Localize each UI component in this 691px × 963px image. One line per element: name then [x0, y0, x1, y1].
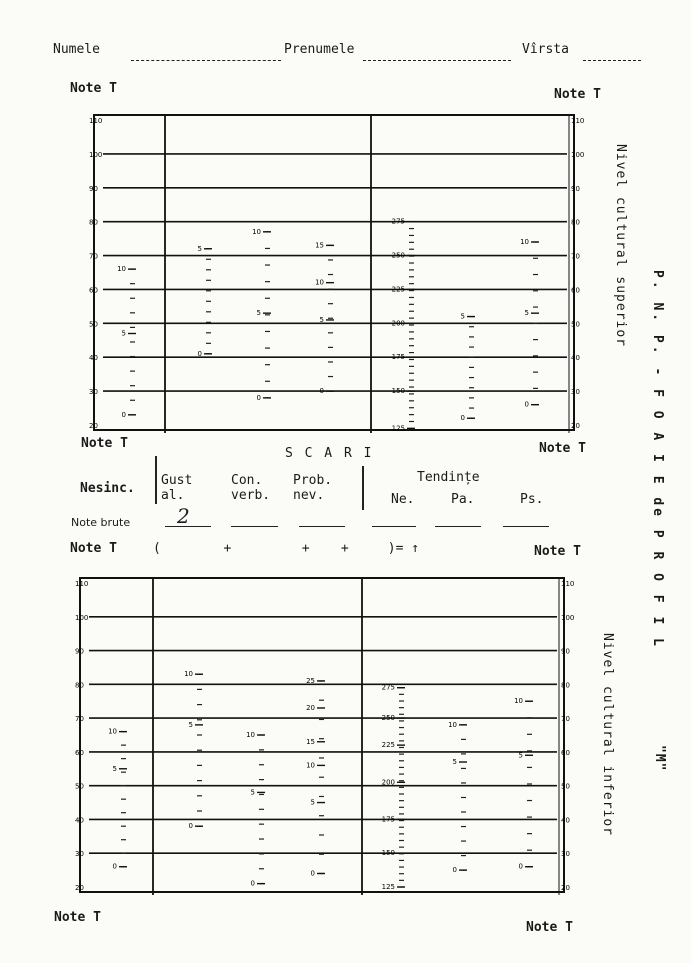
note-t-label: Note T: [81, 436, 128, 451]
prob-nev-label: [293, 473, 332, 503]
scari-heading: S C A R I: [285, 446, 374, 461]
con-label-line: verb.: [231, 488, 271, 503]
note-t-label: Note T: [54, 910, 101, 925]
scale-label: 15: [315, 241, 324, 250]
axis-tick-right: 70: [571, 252, 580, 261]
axis-tick-left: 40: [89, 354, 98, 363]
axis-tick-left: 110: [89, 117, 103, 125]
prenumele-label: Prenumele: [284, 42, 355, 57]
scale-label: 0: [112, 862, 117, 871]
scale-label: 5: [197, 244, 202, 253]
numele-field[interactable]: [131, 46, 281, 57]
scale-label: 5: [452, 758, 457, 767]
axis-tick-right: 100: [561, 613, 575, 622]
upper-level-label: Nivel cultural superior: [613, 144, 628, 348]
axis-tick-left: 90: [75, 647, 84, 656]
form-title: P. N. P. - F O A I E de P R O F I L: [650, 270, 665, 649]
axis-tick-left: 20: [75, 884, 84, 892]
note-t-label: Note T: [534, 544, 581, 559]
scale-label: 10: [315, 278, 324, 287]
ps-label: Ps.: [520, 492, 544, 507]
prob-label-line: Prob.: [293, 473, 333, 488]
nesinc-label: Nesinc.: [80, 481, 135, 496]
scale-label: 10: [246, 731, 255, 739]
axis-tick-right: 110: [571, 117, 585, 125]
lower-profile-chart: [75, 577, 575, 893]
scale-label: 275: [391, 217, 405, 226]
lower-level-label: Nivel cultural inferior: [600, 633, 615, 837]
gust-label: [161, 473, 192, 503]
note-t-label: Note T: [539, 441, 586, 456]
axis-tick-left: 30: [75, 850, 84, 859]
raw-score-ne[interactable]: [372, 526, 416, 527]
scale-label: 15: [306, 737, 315, 746]
lower-profile-grid: [75, 579, 575, 895]
tendinte-heading: Tendințe: [417, 470, 480, 485]
scale-label: 10: [117, 265, 126, 274]
scale-label: 5: [112, 764, 117, 773]
axis-tick-left: 40: [75, 816, 84, 825]
note-t-label: Note T: [526, 920, 573, 935]
axis-tick-right: 20: [561, 884, 570, 892]
raw-score-pa[interactable]: [435, 526, 481, 527]
axis-tick-right: 110: [561, 580, 575, 588]
axis-tick-right: 30: [561, 850, 570, 859]
scale-label: 10: [184, 670, 193, 679]
handwritten-score: 2: [177, 504, 190, 528]
scale-label: 250: [391, 251, 405, 260]
axis-tick-left: 50: [89, 320, 98, 329]
scale-label: 0: [256, 393, 261, 402]
axis-tick-left: 60: [75, 748, 84, 757]
scale-label: 150: [381, 849, 395, 858]
scale-label: 5: [250, 788, 255, 797]
prenumele-field[interactable]: [363, 46, 511, 57]
scale-label: 175: [381, 815, 395, 824]
axis-tick-right: 80: [571, 218, 580, 227]
scale-label: 250: [381, 714, 395, 723]
scale-label: 0: [310, 869, 315, 878]
scale-label: 150: [391, 387, 405, 396]
scale-label: 10: [306, 761, 315, 770]
gust-label-line: Gust: [161, 473, 193, 488]
axis-tick-right: 80: [561, 681, 570, 690]
scale-label: 10: [514, 697, 523, 706]
divider: [155, 456, 157, 504]
form-mark: "M": [652, 745, 667, 772]
scale-label: 225: [381, 741, 395, 750]
pa-label: Pa.: [451, 492, 475, 507]
score-formula: ( + + + )= ↑: [153, 541, 420, 556]
scale-label: 125: [381, 883, 395, 891]
axis-tick-left: 70: [75, 715, 84, 724]
axis-tick-right: 40: [571, 354, 580, 363]
scale-label: 0: [250, 879, 255, 888]
upper-profile-chart: [89, 114, 585, 433]
scale-label: 25: [306, 676, 315, 685]
numele-label: Numele: [53, 42, 100, 57]
note-t-label: Note T: [70, 81, 117, 96]
note-t-label: Note T: [554, 87, 601, 102]
axis-tick-left: 80: [75, 681, 84, 690]
raw-score-con[interactable]: [231, 526, 278, 527]
axis-tick-right: 50: [571, 320, 580, 329]
axis-tick-left: 100: [75, 613, 89, 622]
scale-label: 0: [197, 349, 202, 358]
scale-label: 275: [381, 683, 395, 692]
axis-tick-right: 70: [561, 715, 570, 724]
scale-label: 0: [188, 822, 193, 831]
axis-tick-left: 70: [89, 252, 98, 261]
virsta-field[interactable]: [583, 46, 641, 57]
scale-label: 0: [319, 387, 324, 396]
scale-label: 225: [391, 285, 405, 294]
scale-label: 0: [524, 400, 529, 409]
scale-label: 0: [452, 866, 457, 875]
axis-tick-left: 30: [89, 388, 98, 397]
note-brute-label: Note brute: [71, 516, 131, 529]
axis-tick-right: 90: [571, 184, 580, 193]
upper-profile-grid: [89, 116, 585, 433]
virsta-label: Vîrsta: [522, 42, 569, 57]
axis-tick-right: 100: [571, 150, 585, 159]
ne-label: Ne.: [391, 492, 415, 507]
scale-label: 0: [460, 414, 465, 423]
scale-label: 5: [256, 309, 261, 318]
raw-score-ps[interactable]: [503, 526, 549, 527]
gust-label-line: al.: [161, 488, 185, 503]
scale-label: 10: [520, 238, 529, 246]
note-t-label: Note T: [70, 541, 117, 556]
scale-label: 20: [306, 703, 315, 712]
axis-tick-right: 60: [571, 286, 580, 295]
axis-tick-left: 50: [75, 782, 84, 791]
prob-label-line: nev.: [293, 488, 325, 503]
con-label-line: Con.: [231, 473, 263, 488]
raw-score-gust[interactable]: [165, 526, 211, 527]
axis-tick-right: 20: [571, 422, 580, 430]
scale-label: 0: [518, 862, 523, 871]
axis-tick-left: 110: [75, 580, 89, 588]
scale-label: 0: [121, 410, 126, 419]
axis-tick-right: 60: [561, 748, 570, 757]
scale-label: 200: [381, 778, 395, 787]
axis-tick-left: 20: [89, 422, 98, 430]
raw-score-prob[interactable]: [299, 526, 345, 527]
axis-tick-left: 60: [89, 286, 98, 295]
scale-label: 10: [252, 227, 261, 236]
divider: [362, 466, 364, 510]
axis-tick-right: 30: [571, 388, 580, 397]
axis-tick-left: 90: [89, 184, 98, 193]
axis-tick-left: 80: [89, 218, 98, 227]
scale-label: 5: [460, 312, 465, 321]
scale-label: 10: [108, 727, 117, 736]
scale-label: 10: [448, 720, 457, 729]
scale-label: 5: [188, 720, 193, 729]
axis-tick-left: 100: [89, 150, 103, 159]
axis-tick-right: 50: [561, 782, 570, 791]
scale-label: 200: [391, 319, 405, 328]
scale-label: 125: [391, 424, 405, 433]
con-verb-label: [231, 473, 270, 503]
axis-tick-right: 90: [561, 647, 570, 656]
scale-label: 5: [319, 315, 324, 324]
scale-label: 5: [121, 329, 126, 338]
scale-label: 5: [524, 309, 529, 318]
scale-label: 5: [518, 751, 523, 760]
scale-label: 5: [310, 798, 315, 807]
scale-label: 175: [391, 353, 405, 362]
axis-tick-right: 40: [561, 816, 570, 825]
